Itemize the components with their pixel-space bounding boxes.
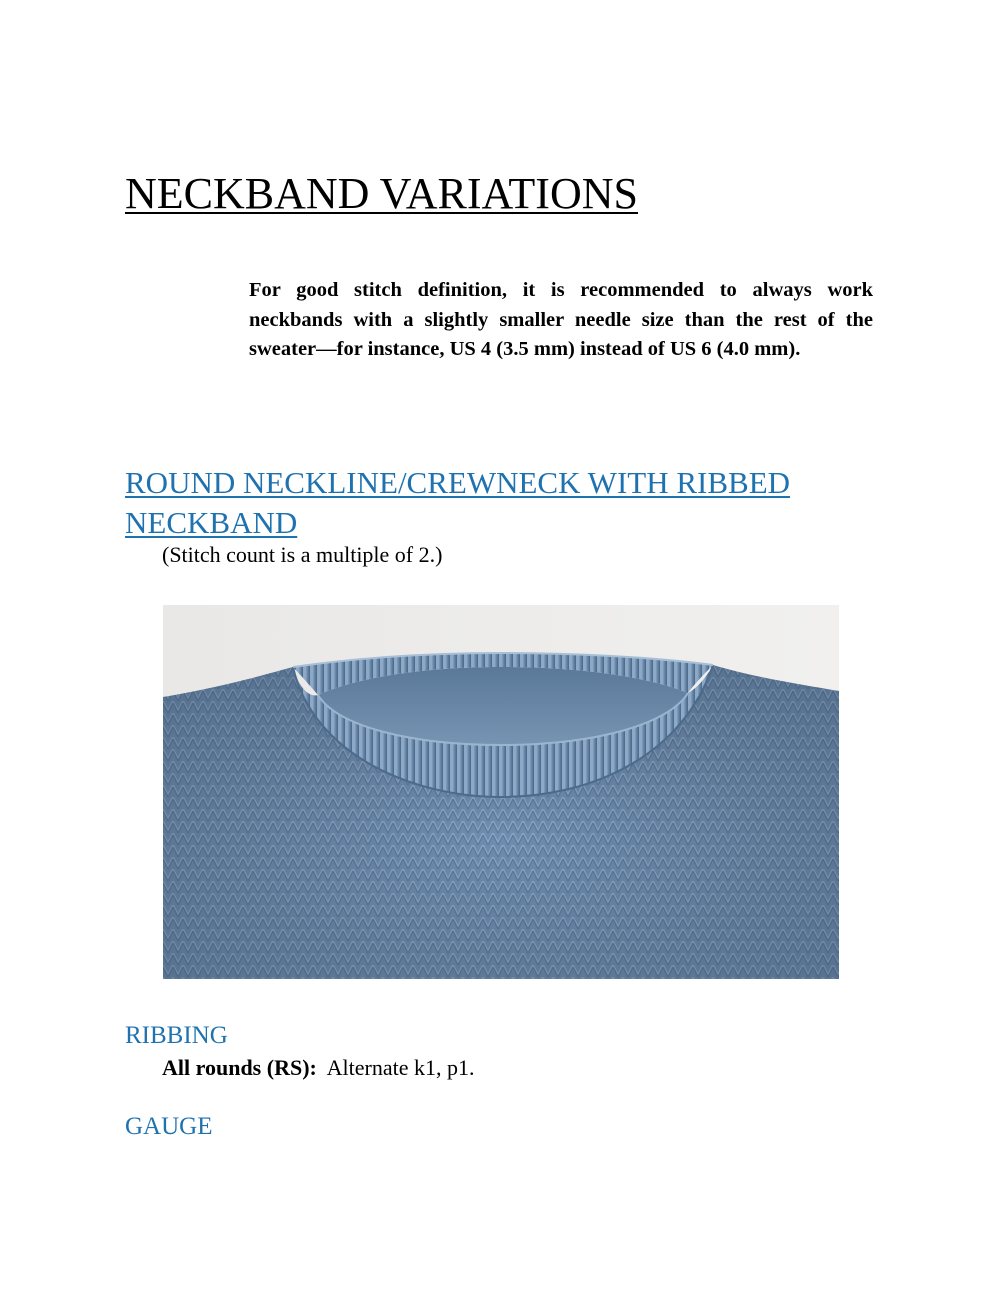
ribbing-heading: RIBBING [125,1022,228,1049]
intro-paragraph: For good stitch definition, it is recommended to always work neckbands with a slightly smaller needle size than the rest of the sweater—for instance, US 4 (3.5 mm) instead of US 6 (4.0 mm). [249,279,873,360]
ribbing-instruction-label: All rounds (RS): [162,1055,317,1080]
page-title: NECKBAND VARIATIONS [125,169,638,218]
ribbing-instruction-text: Alternate k1, p1. [326,1055,475,1080]
section-heading: ROUND NECKLINE/CREWNECK WITH RIBBED NECKBAND [125,465,791,540]
ribbing-instruction [162,1055,475,1081]
sweater-neckband-photo [163,605,839,979]
section-note: (Stitch count is a multiple of 2.) [162,542,443,567]
gauge-heading: GAUGE [125,1113,213,1140]
